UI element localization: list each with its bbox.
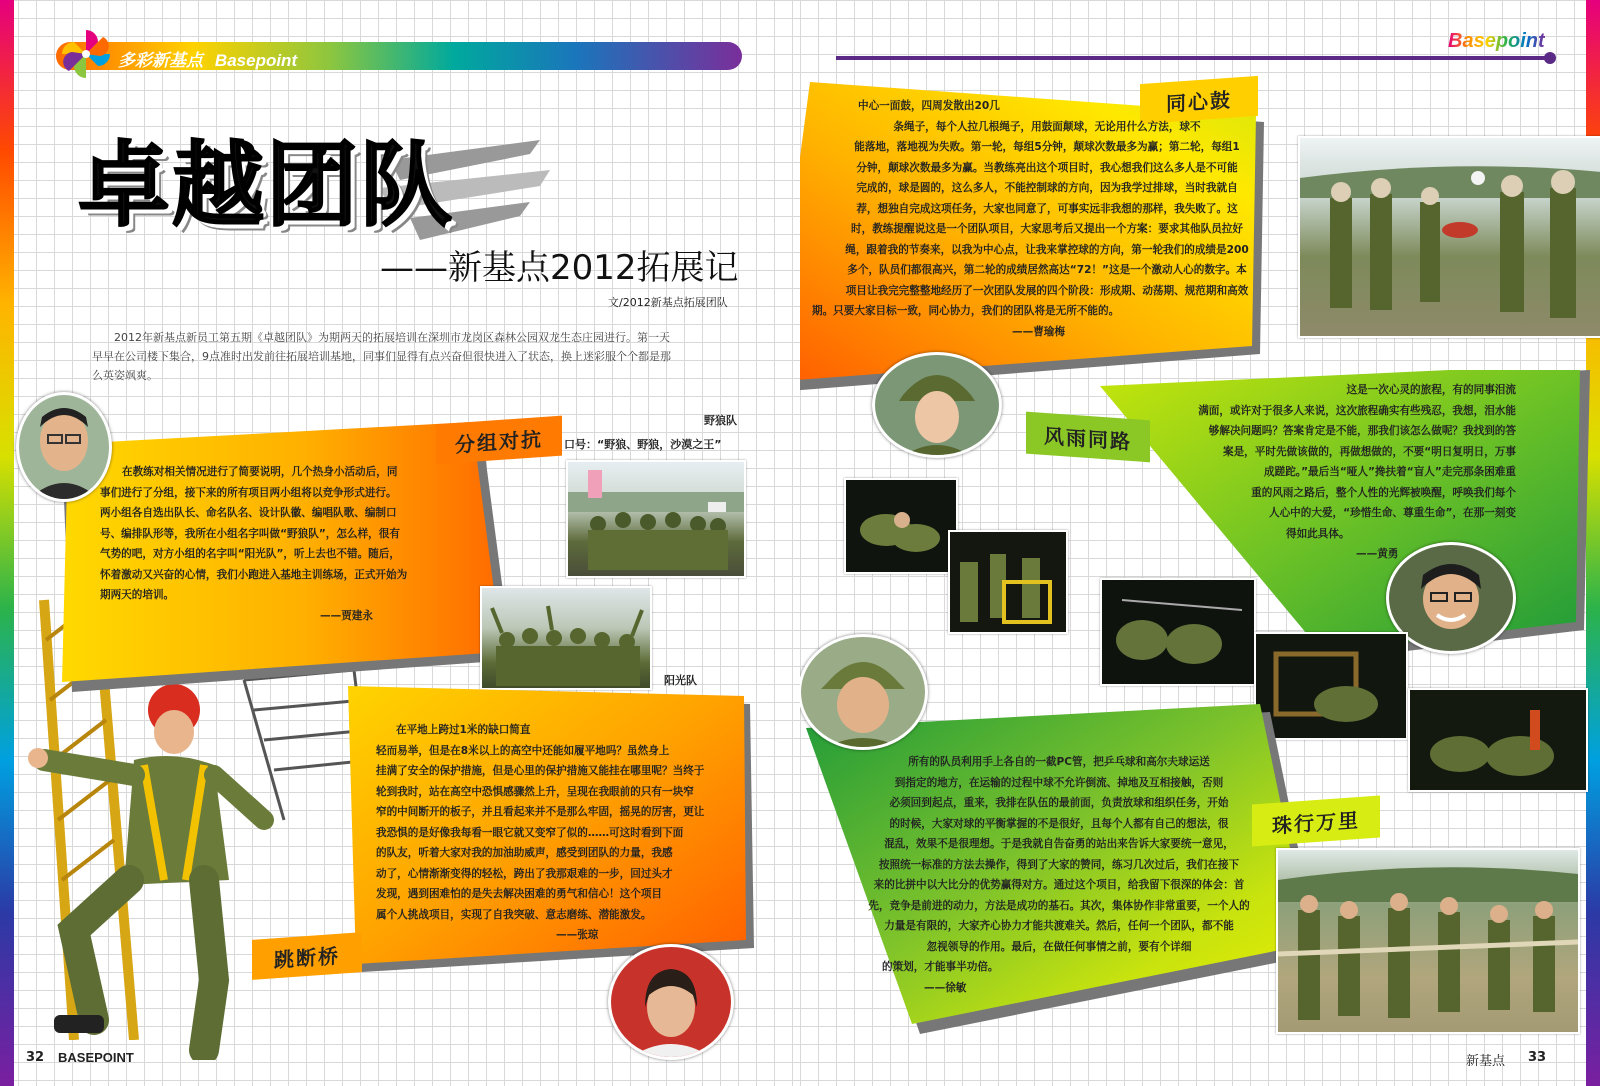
drum-text xyxy=(812,96,1282,342)
drum-photo xyxy=(1298,136,1600,338)
wolf-slogan: 口号：“野狼、野狼，沙漠之王” xyxy=(564,438,722,451)
bridge-title: 跳断桥 xyxy=(252,932,362,980)
drum-line: 多个，队员们都很高兴，第二轮的成绩居然高达“72！”这是一个激动人心的数字。本 xyxy=(847,264,1247,276)
pearls-line: 必须回到起点，重来，我排在队伍的最前面，负责放球和组织任务，开始 xyxy=(889,797,1229,809)
intro-line: 早早在公司楼下集合，9点准时出发前往拓展培训基地，同事们显得有点兴奋但很快进入了状态，换上迷彩服个个都是那 xyxy=(92,350,671,363)
night-photo-3 xyxy=(1100,578,1256,686)
drum-line: 荐，想独自完成这项任务，大家也同意了，可事实远非我想的那样，我失败了。这 xyxy=(856,202,1238,215)
sun-team-photo xyxy=(480,586,652,690)
avatar-xu xyxy=(800,634,928,750)
drum-line: 项目让我完完整整地经历了一次团队发展的四个阶段：形成期、动荡期、规范期和高效 xyxy=(845,284,1249,297)
avatar-jia xyxy=(16,392,112,502)
header-cn: 多彩新基点 xyxy=(118,51,203,71)
pearls-line: 力量是有限的，大家齐心协力才能共渡难关。然后，任何一个团队，都不能 xyxy=(884,920,1234,932)
intro-line: 么英姿飒爽。 xyxy=(92,369,158,382)
storm-line: 重的风雨之路后，整个人性的光辉被唤醒，呼唤我们每个 xyxy=(1251,486,1516,499)
bridge-jump-photo xyxy=(14,680,284,1060)
grouping-line: 怀着激动又兴奋的心情，我们小跑进入基地主训练场，正式开始为 xyxy=(100,568,408,581)
storm-line: 得如此具体。 xyxy=(1286,527,1350,540)
pearls-line: 混乱，效果不是很理想。于是我就自告奋勇的站出来告诉大家要统一意见， xyxy=(884,838,1234,850)
subtitle: ——新基点2012拓展记 xyxy=(380,248,739,288)
basepoint-logo xyxy=(1448,30,1545,53)
drum-author: ——曹瑜梅 xyxy=(1012,325,1065,338)
page-number-right: 33 xyxy=(1528,1050,1547,1065)
pearls-text xyxy=(824,752,1294,998)
storm-line: 这是一次心灵的旅程，有的同事泪流 xyxy=(1346,384,1516,396)
storm-text xyxy=(1136,380,1516,565)
drum-line: 完成的，球是圆的，这么多人，不能控制球的方向，因为我学过排球，当时我就自 xyxy=(856,182,1238,194)
storm-line: 满面，或许对于很多人来说，这次旅程确实有些残忍，我想，泪水能 xyxy=(1198,404,1516,417)
intro-line: 2012年新基点新员工第五期《卓越团队》为期两天的拓展培训在深圳市龙岗区森林公园双龙生态庄园进行。第一天 xyxy=(114,331,670,344)
storm-title: 风雨同路 xyxy=(1026,412,1150,463)
grouping-line: 两小组各自选出队长、命名队名、设计队徽、编唱队歌、编制口 xyxy=(100,507,397,519)
drum-line: 能落地，落地视为失败。第一轮，每组5分钟，颠球次数最多为赢；第二轮，每组1 xyxy=(854,141,1240,153)
pearls-line: 到指定的地方，在运输的过程中球不允许倒流、掉地及互相接触，否则 xyxy=(894,776,1224,789)
pearls-line: 所有的队员利用手上各自的一截PC管，把乒乓球和高尔夫球运送 xyxy=(908,756,1210,768)
intro-paragraph xyxy=(92,328,752,385)
pearls-line: 来的比拼中以大比分的优势赢得对方。通过这个项目，给我留下很深的体会：首 xyxy=(873,879,1245,891)
drum-line: 时，教练提醒说这是一个团队项目，大家思考后又提出一个方案：要求其他队员拉好 xyxy=(851,223,1243,235)
grouping-text xyxy=(100,462,460,626)
storm-line: 成蹉跎。”最后当“哑人”搀扶着“盲人”走完那条困难重 xyxy=(1264,466,1516,478)
byline: 文/2012新基点拓展团队 xyxy=(608,296,728,309)
bridge-line: 在平地上跨过1米的缺口简直 xyxy=(396,724,531,736)
pearls-author: ——徐敏 xyxy=(924,981,967,994)
header-en: Basepoint xyxy=(214,51,298,70)
drum-line: 分钟，颠球次数最多为赢。当教练亮出这个项目时，我心想我们这么多人是不可能 xyxy=(856,161,1238,174)
footer-brand-right: 新基点 xyxy=(1466,1054,1506,1069)
logo-text: Basepoint xyxy=(1448,30,1545,52)
drum-line: 绳，跟着我的节奏来，以我为中心点，让我来掌控球的方向，第一轮我们的成绩是200 xyxy=(845,243,1249,256)
avatar-zhang xyxy=(608,944,734,1060)
bridge-line: 挂满了安全的保护措施，但是心里的保护措施又能挂在哪里呢？当终于 xyxy=(376,765,705,777)
main-title: 卓越团队 xyxy=(78,132,455,239)
wolf-team-photo xyxy=(566,460,746,578)
pinwheel-icon xyxy=(58,26,114,82)
wolf-team-caption: 野狼队 xyxy=(704,414,737,427)
night-photo-5 xyxy=(1408,688,1588,792)
storm-line: 够解决问题吗？答案肯定是不能，那我们该怎么做呢？我找到的答 xyxy=(1208,425,1516,437)
night-photo-1 xyxy=(844,478,958,574)
drum-line: 条绳子，每个人拉几根绳子，用鼓面颠球，无论用什么方法，球不 xyxy=(893,120,1201,133)
sun-team-caption: 阳光队 xyxy=(664,674,697,687)
night-photo-2 xyxy=(948,530,1068,634)
pearls-line: 的时候，大家对球的平衡掌握的不是很好，且每个人都有自己的想法，很 xyxy=(889,817,1229,830)
bridge-line: 窄的中间断开的板子，并且看起来并不是那么牢固，摇晃的厉害，更让 xyxy=(376,806,705,818)
pearls-line: 的策划，才能事半功倍。 xyxy=(882,961,999,973)
bridge-line: 动了，心情渐渐变得的轻松，跨出了我那艰难的一步，回过头才 xyxy=(376,867,673,880)
storm-line: 人心中的大爱，“珍惜生命、尊重生命”，在那一刻变 xyxy=(1269,507,1516,519)
rainbow-spine-left xyxy=(0,0,14,1086)
grouping-line: 号、编排队形等，我所在小组名字叫做“野狼队”，怎么样，很有 xyxy=(100,527,400,540)
drum-line: 中心一面鼓，四周发散出20几 xyxy=(858,100,1000,112)
avatar-cao xyxy=(872,352,1002,458)
grouping-author: ——贾建永 xyxy=(320,609,373,622)
storm-line: 案是，平时先做该做的，再做想做的，不要“明日复明日，万事 xyxy=(1223,445,1516,458)
storm-author: ——黄勇 xyxy=(1356,548,1399,560)
bridge-line: 的队友，听着大家对我的加油助威声，感受到团队的力量，我感 xyxy=(376,847,673,859)
footer-brand-left: BASEPOINT xyxy=(58,1050,134,1065)
pearls-line: 按照统一标准的方法去操作，得到了大家的赞同，练习几次过后，我们在接下 xyxy=(878,858,1240,871)
bridge-line: 轮到我时，站在高空中恐惧感骤然上升，呈现在我眼前的只有一块窄 xyxy=(376,785,694,798)
pearls-photo xyxy=(1276,848,1580,1034)
bridge-text xyxy=(376,720,736,946)
grouping-line: 气势的吧，对方小组的名字叫“阳光队”，听上去也不错。随后， xyxy=(100,548,400,560)
bridge-author: ——张琼 xyxy=(556,929,599,941)
grouping-line: 期两天的培训。 xyxy=(100,589,175,601)
bridge-line: 轻而易举，但是在8米以上的高空中还能如履平地吗？虽然身上 xyxy=(376,744,670,757)
bridge-line: 我恐惧的是好像我每看一眼它就又变窄了似的……可这时看到下面 xyxy=(376,826,684,839)
pearls-title: 珠行万里 xyxy=(1252,796,1380,847)
grouping-title: 分组对抗 xyxy=(436,416,562,465)
pearls-line: 忽视领导的作用。最后，在做任何事情之前，要有个详细 xyxy=(926,940,1192,953)
bridge-line: 属个人挑战项目，实现了自我突破、意志磨练、潜能激发。 xyxy=(376,908,652,921)
drum-line: 期。只要大家目标一致，同心协力，我们的团队将是无所不能的。 xyxy=(812,305,1120,317)
drum-title: 同心鼓 xyxy=(1140,76,1258,124)
pearls-line: 先，竞争是前进的动力，方法是成功的基石。其次，集体协作非常重要，一个人的 xyxy=(868,899,1250,912)
right-page xyxy=(800,0,1600,1086)
bridge-line: 发现，遇到困难怕的是失去解决困难的勇气和信心！这个项目 xyxy=(376,888,663,900)
grouping-line: 事们进行了分组，接下来的所有项目两小组将以竞争形式进行。 xyxy=(100,486,397,499)
header-rule xyxy=(836,56,1550,60)
page-number-left: 32 xyxy=(26,1050,45,1065)
header-rule-dot xyxy=(1544,52,1556,64)
grouping-line: 在教练对相关情况进行了简要说明，几个热身小活动后，同 xyxy=(122,466,398,478)
